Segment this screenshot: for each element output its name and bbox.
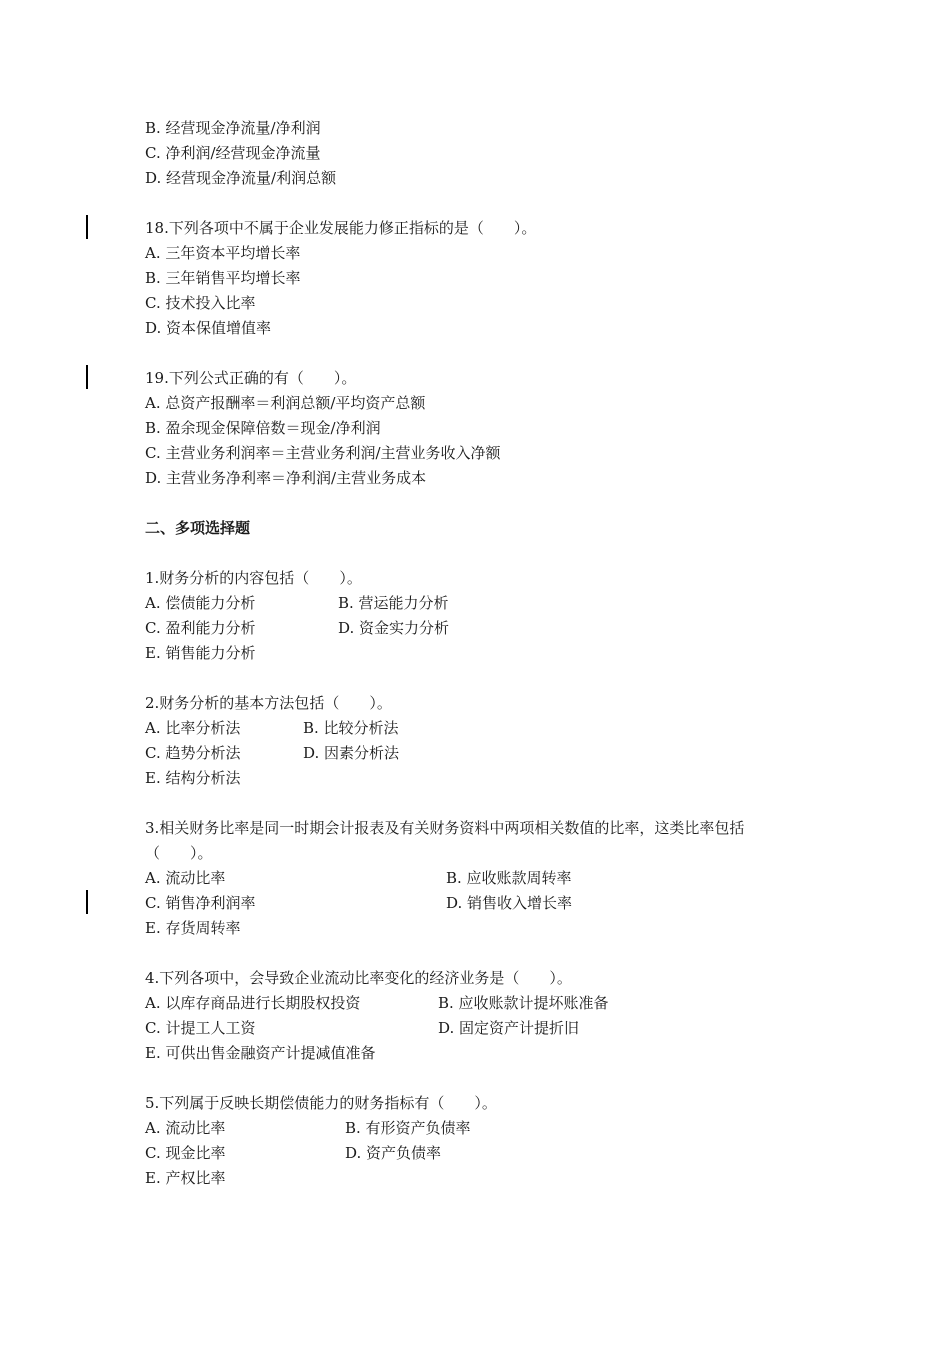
question-stem: 3.相关财务比率是同一时期会计报表及有关财务资料中两项相关数值的比率，这类比率包括	[145, 819, 745, 837]
option-text: B. 应收账款计提坏账准备	[438, 994, 609, 1012]
option-text: A. 以库存商品进行长期股权投资	[145, 994, 361, 1012]
question-stem: 19.下列公式正确的有（ ）。	[145, 369, 357, 387]
question-stem: 18.下列各项中不属于企业发展能力修正指标的是（ ）。	[145, 219, 537, 237]
option-text: A. 流动比率	[145, 869, 226, 887]
option-text: A. 比率分析法	[145, 719, 241, 737]
option-text: D. 资金实力分析	[338, 619, 450, 637]
option-text: D. 资产负债率	[345, 1144, 442, 1162]
option-text: A. 总资产报酬率＝利润总额/平均资产总额	[145, 394, 426, 412]
section-heading: 二、多项选择题	[145, 519, 251, 537]
question-stem-continued: （ ）。	[145, 844, 213, 862]
option-text: B. 应收账款周转率	[446, 869, 572, 887]
option-text: C. 计提工人工资	[145, 1019, 256, 1037]
option-text: A. 三年资本平均增长率	[145, 244, 301, 262]
change-bar	[86, 365, 88, 389]
option-text: C. 净利润/经营现金净流量	[145, 144, 321, 162]
option-text: D. 经营现金净流量/利润总额	[145, 169, 337, 187]
option-text: D. 固定资产计提折旧	[438, 1019, 580, 1037]
option-text: B. 三年销售平均增长率	[145, 269, 301, 287]
option-text: A. 偿债能力分析	[145, 594, 256, 612]
option-text: E. 产权比率	[145, 1169, 226, 1187]
option-text: A. 流动比率	[145, 1119, 226, 1137]
question-stem: 1.财务分析的内容包括（ ）。	[145, 569, 362, 587]
option-text: B. 营运能力分析	[338, 594, 449, 612]
option-text: C. 趋势分析法	[145, 744, 241, 762]
option-text: C. 技术投入比率	[145, 294, 256, 312]
question-stem: 2.财务分析的基本方法包括（ ）。	[145, 694, 392, 712]
option-text: D. 因素分析法	[303, 744, 400, 762]
change-bar	[86, 215, 88, 239]
option-text: B. 盈余现金保障倍数＝现金/净利润	[145, 419, 381, 437]
option-text: C. 主营业务利润率＝主营业务利润/主营业务收入净额	[145, 444, 501, 462]
option-text: B. 经营现金净流量/净利润	[145, 119, 321, 137]
question-stem: 4.下列各项中，会导致企业流动比率变化的经济业务是（ ）。	[145, 969, 572, 987]
option-text: C. 销售净利润率	[145, 894, 256, 912]
option-text: B. 有形资产负债率	[345, 1119, 471, 1137]
option-text: E. 结构分析法	[145, 769, 241, 787]
option-text: D. 销售收入增长率	[446, 894, 573, 912]
option-text: C. 现金比率	[145, 1144, 226, 1162]
change-bar	[86, 890, 88, 914]
option-text: E. 存货周转率	[145, 919, 241, 937]
option-text: E. 销售能力分析	[145, 644, 256, 662]
option-text: D. 主营业务净利率＝净利润/主营业务成本	[145, 469, 427, 487]
option-text: C. 盈利能力分析	[145, 619, 256, 637]
option-text: E. 可供出售金融资产计提减值准备	[145, 1044, 376, 1062]
option-text: D. 资本保值增值率	[145, 319, 272, 337]
option-text: B. 比较分析法	[303, 719, 399, 737]
question-stem: 5.下列属于反映长期偿债能力的财务指标有（ ）。	[145, 1094, 497, 1112]
